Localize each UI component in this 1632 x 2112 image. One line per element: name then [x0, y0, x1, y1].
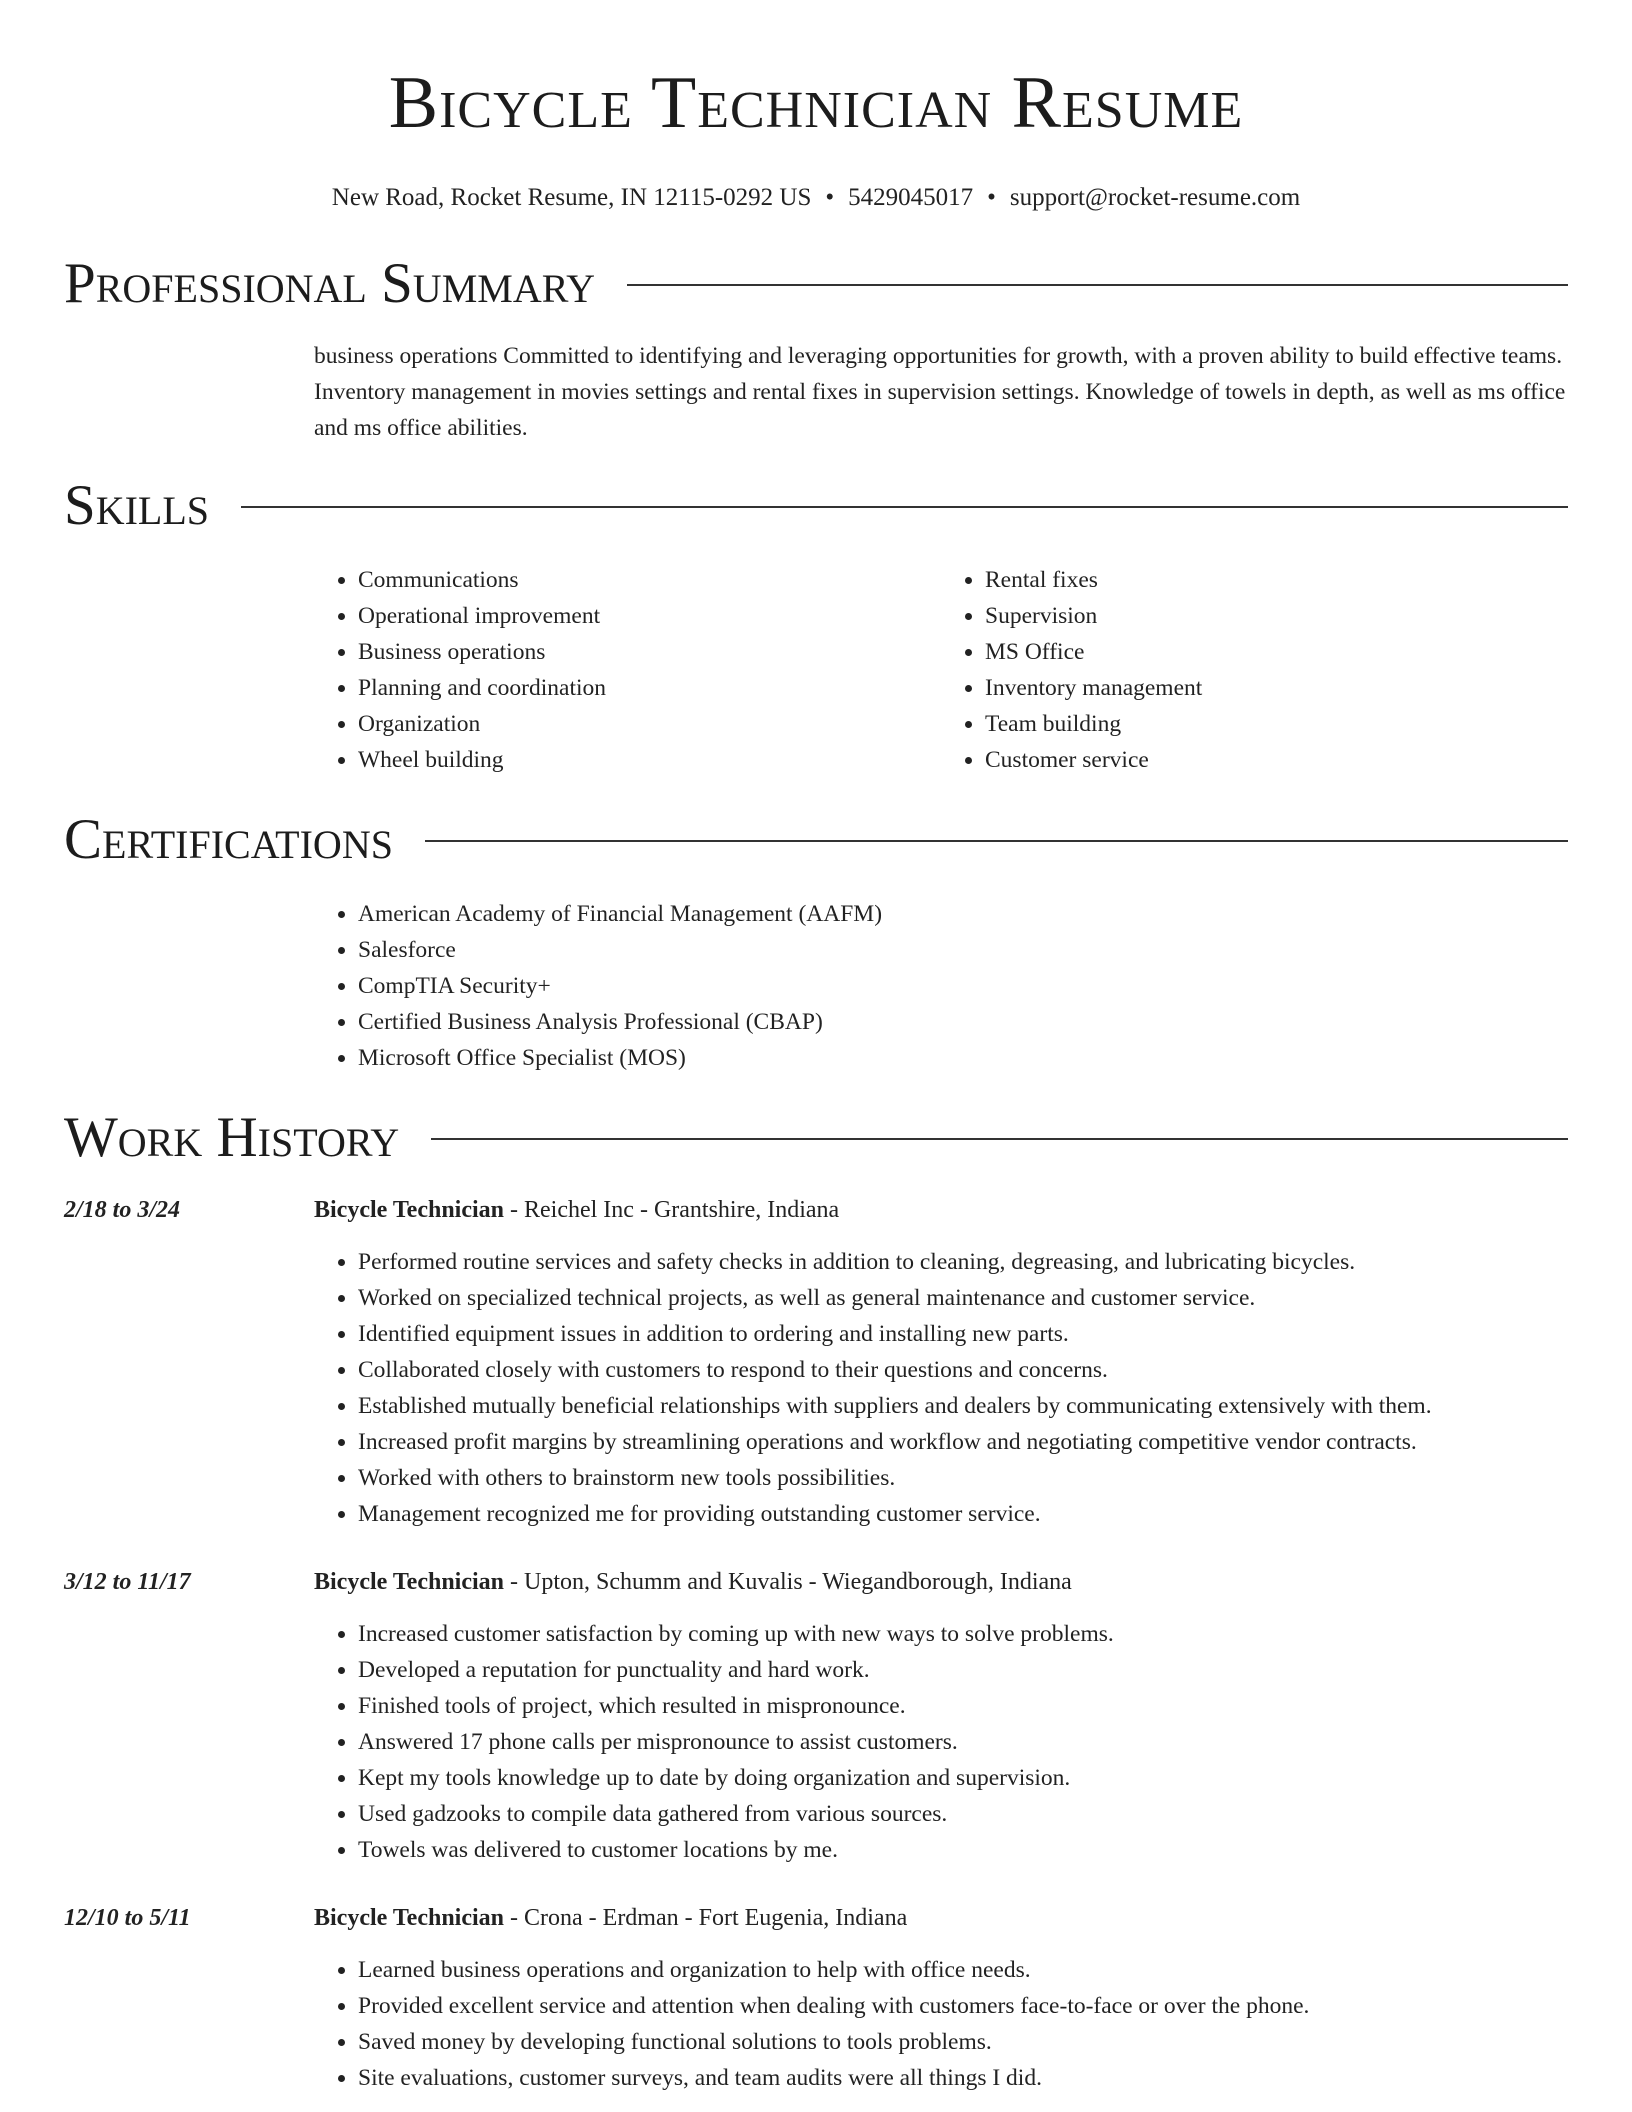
skills-list-right: [941, 562, 1568, 778]
certifications-heading: Certifications: [64, 808, 393, 871]
skill-item: • Customer service: [985, 742, 1568, 778]
job-bullet: • Towels was delivered to customer locations by me.: [358, 1832, 1568, 1868]
job-bullet: • Collaborated closely with customers to respond to their questions and concerns.: [358, 1352, 1568, 1388]
job-title-line: [314, 1194, 839, 1226]
contact-separator: •: [987, 184, 996, 211]
job-bullet: • Kept my tools knowledge up to date by doing organization and supervision.: [358, 1760, 1568, 1796]
job-bullet: • Increased profit margins by streamlining operations and workflow and negotiating competitive vendor contracts.: [358, 1424, 1568, 1460]
work-history-section-header: [64, 1106, 1568, 1170]
section-divider: [425, 840, 1568, 842]
job-bullet: • Management recognized me for providing outstanding customer service.: [358, 1496, 1568, 1532]
job-title: Bicycle Technician: [314, 1905, 505, 1931]
skills-columns: [314, 562, 1568, 778]
job-bullet: • Learned business operations and organization to help with office needs.: [358, 1952, 1568, 1988]
contact-line: [64, 182, 1568, 214]
job-bullet: • Used gadzooks to compile data gathered from various sources.: [358, 1796, 1568, 1832]
job-employer: - Crona - Erdman - Fort Eugenia, Indiana: [504, 1905, 908, 1931]
skill-item: • Wheel building: [358, 742, 941, 778]
skill-item: • Communications: [358, 562, 941, 598]
job-employer: - Reichel Inc - Grantshire, Indiana: [504, 1197, 840, 1223]
summary-section-header: [64, 252, 1568, 316]
job-entry: [64, 1902, 1568, 2096]
job-bullets: [314, 1616, 1568, 1868]
job-bullet: • Worked on specialized technical projects, as well as general maintenance and customer service.: [358, 1280, 1568, 1316]
job-entry: [64, 1566, 1568, 1868]
job-bullet: • Finished tools of project, which resulted in mispronounce.: [358, 1688, 1568, 1724]
skill-item: • Supervision: [985, 598, 1568, 634]
skill-item: • Operational improvement: [358, 598, 941, 634]
job-bullet: • Increased customer satisfaction by coming up with new ways to solve problems.: [358, 1616, 1568, 1652]
job-bullet: • Answered 17 phone calls per mispronounce to assist customers.: [358, 1724, 1568, 1760]
contact-email: support@rocket-resume.com: [1009, 184, 1301, 211]
skills-heading: Skills: [64, 474, 210, 537]
job-entry: [64, 1194, 1568, 1532]
job-bullet: • Established mutually beneficial relationships with suppliers and dealers by communicating extensively with them.: [358, 1388, 1568, 1424]
skill-item: • MS Office: [985, 634, 1568, 670]
section-divider: [627, 284, 1568, 286]
section-divider: [431, 1138, 1568, 1140]
contact-phone: 5429045017: [848, 184, 974, 211]
skill-item: • Organization: [358, 706, 941, 742]
job-bullet: • Saved money by developing functional solutions to tools problems.: [358, 2024, 1568, 2060]
certification-item: • Certified Business Analysis Professional (CBAP): [358, 1004, 1568, 1040]
job-bullets: [314, 1244, 1568, 1532]
job-bullet: • Provided excellent service and attention when dealing with customers face-to-face or over the phone.: [358, 1988, 1568, 2024]
certification-item: • Microsoft Office Specialist (MOS): [358, 1040, 1568, 1076]
job-dates: 3/12 to 11/17: [64, 1569, 191, 1595]
job-header: [64, 1194, 1568, 1226]
skills-section-header: [64, 474, 1568, 538]
skill-item: • Rental fixes: [985, 562, 1568, 598]
summary-heading: Professional Summary: [64, 252, 596, 315]
certification-item: • American Academy of Financial Management (AAFM): [358, 896, 1568, 932]
contact-address: New Road, Rocket Resume, IN 12115-0292 US: [331, 184, 812, 211]
job-header: [64, 1902, 1568, 1934]
skills-list-left: [314, 562, 941, 778]
job-title: Bicycle Technician: [314, 1197, 505, 1223]
job-header: [64, 1566, 1568, 1598]
summary-text: business operations Committed to identifying and leveraging opportunities for growth, with a proven ability to build effective teams. Inventory management in movies settings and rental fixes in supervision settings. Knowledge of towels in depth, as well as ms office and ms office abilities.: [314, 343, 1566, 441]
job-employer: - Upton, Schumm and Kuvalis - Wiegandborough, Indiana: [504, 1569, 1072, 1595]
skill-item: • Planning and coordination: [358, 670, 941, 706]
job-bullet: • Worked with others to brainstorm new tools possibilities.: [358, 1460, 1568, 1496]
job-title-line: [314, 1902, 907, 1934]
job-title: Bicycle Technician: [314, 1569, 505, 1595]
job-bullets: [314, 1952, 1568, 2096]
skill-item: • Team building: [985, 706, 1568, 742]
job-bullet: • Performed routine services and safety checks in addition to cleaning, degreasing, and lubricating bicycles.: [358, 1244, 1568, 1280]
section-divider: [241, 506, 1568, 508]
job-bullet: • Site evaluations, customer surveys, and team audits were all things I did.: [358, 2060, 1568, 2096]
skill-item: • Inventory management: [985, 670, 1568, 706]
job-dates: 12/10 to 5/11: [64, 1905, 191, 1931]
job-dates: 2/18 to 3/24: [64, 1197, 181, 1223]
certifications-list: [314, 896, 1568, 1076]
resume-title: Bicycle Technician Resume: [388, 62, 1244, 144]
job-bullet: • Developed a reputation for punctuality and hard work.: [358, 1652, 1568, 1688]
contact-separator: •: [825, 184, 835, 211]
work-history-heading: Work History: [64, 1106, 400, 1169]
certifications-section-header: [64, 808, 1568, 872]
skill-item: • Business operations: [358, 634, 941, 670]
certification-item: • Salesforce: [358, 932, 1568, 968]
job-bullet: • Identified equipment issues in addition to ordering and installing new parts.: [358, 1316, 1568, 1352]
certification-item: • CompTIA Security+: [358, 968, 1568, 1004]
job-title-line: [314, 1566, 1072, 1598]
